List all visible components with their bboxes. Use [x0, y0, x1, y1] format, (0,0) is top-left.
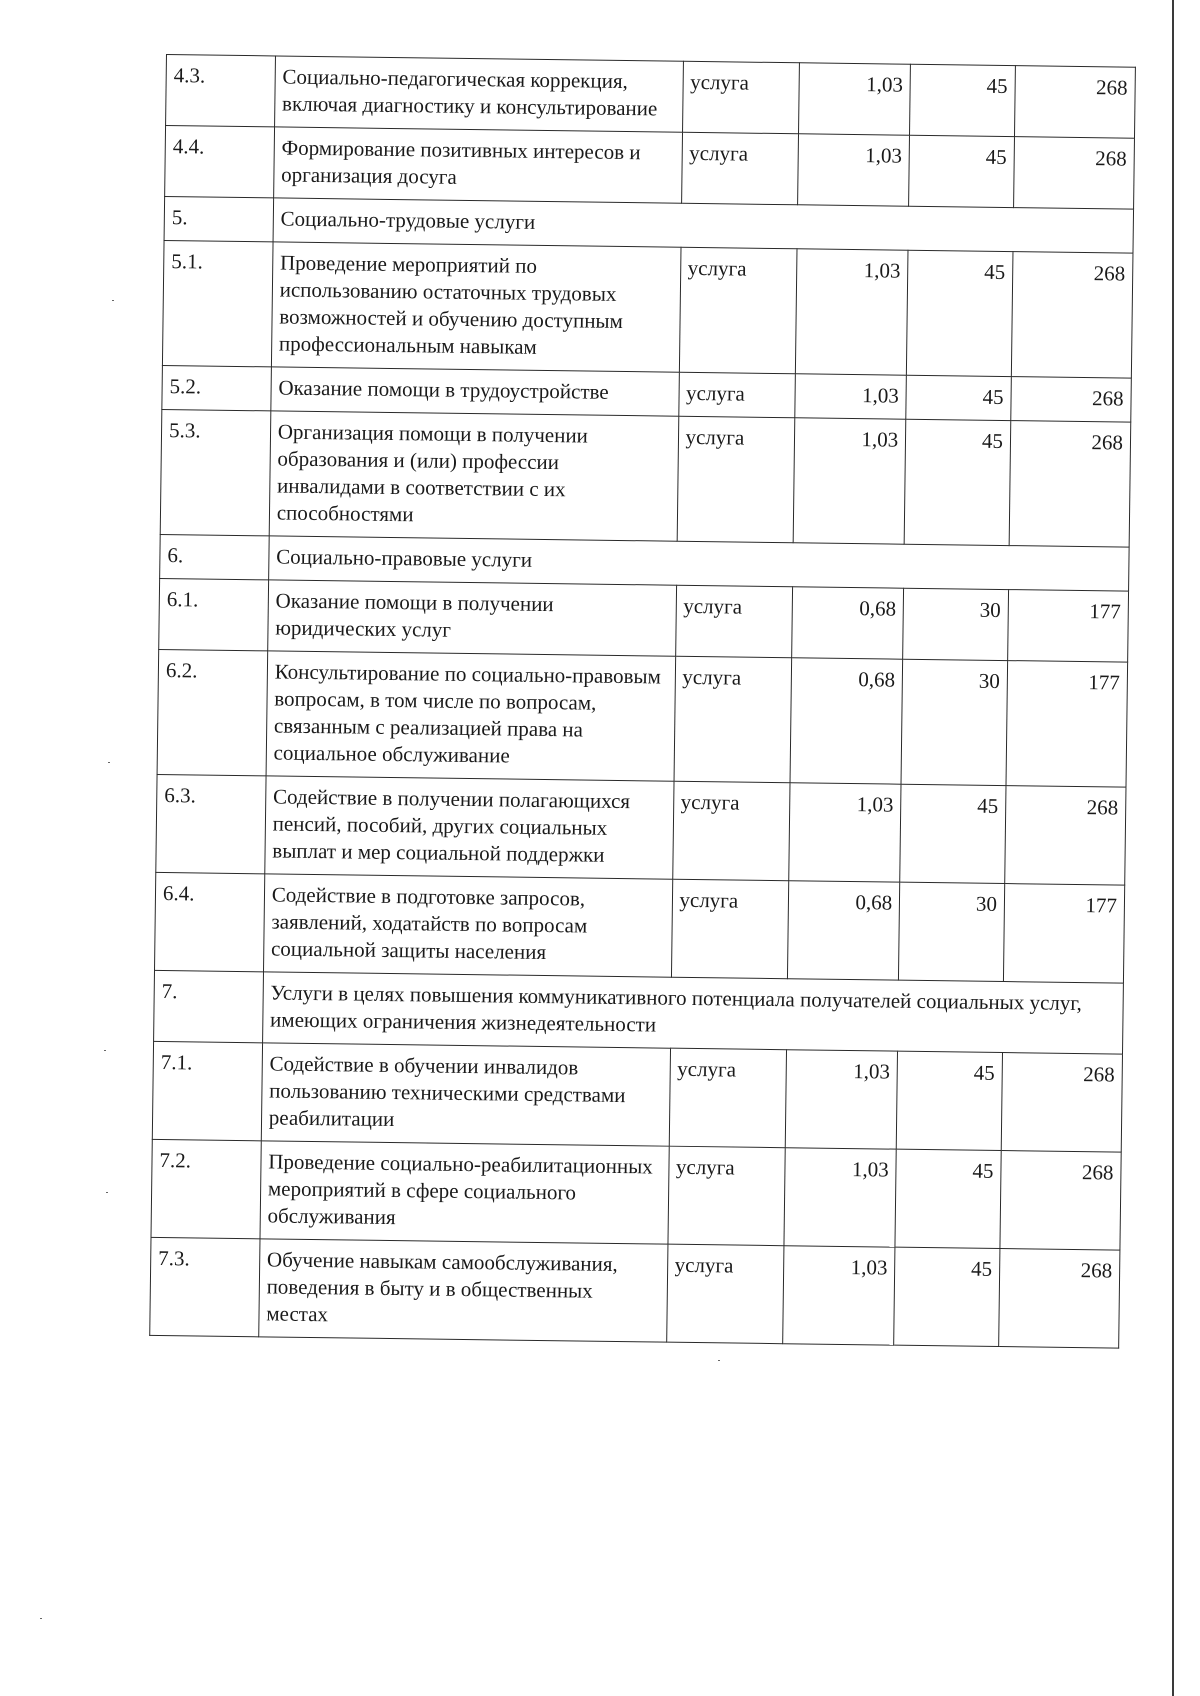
service-unit: услуга	[679, 247, 798, 374]
service-minutes: 45	[900, 784, 1006, 883]
service-price: 268	[1001, 1053, 1122, 1153]
service-number: 5.1.	[162, 240, 272, 366]
service-unit: услуга	[681, 132, 799, 205]
service-minutes: 45	[907, 250, 1013, 376]
service-unit: услуга	[671, 879, 789, 979]
service-number: 7.3.	[150, 1237, 260, 1336]
service-coefficient: 1,03	[789, 783, 901, 882]
service-coefficient: 1,03	[798, 134, 910, 206]
service-unit: услуга	[672, 781, 790, 881]
service-row	[166, 55, 1136, 139]
service-price: 177	[1006, 661, 1128, 788]
service-price: 268	[1000, 1151, 1121, 1251]
service-row	[152, 1041, 1122, 1152]
service-minutes: 45	[894, 1247, 1000, 1346]
service-row	[160, 409, 1131, 547]
service-unit: услуга	[677, 416, 796, 543]
service-minutes: 45	[904, 419, 1010, 545]
scan-speck	[40, 1618, 42, 1619]
service-price: 268	[1011, 377, 1132, 423]
section-number: 6.	[160, 534, 269, 579]
service-number: 5.3.	[160, 409, 270, 535]
services-table-body	[150, 55, 1136, 1349]
service-name: Обучение навыкам самообслуживания, поведения в быту и в общественных местах	[258, 1239, 667, 1342]
service-price: 268	[1014, 66, 1135, 139]
service-unit: услуга	[667, 1146, 785, 1246]
service-minutes: 45	[906, 375, 1011, 420]
service-coefficient: 1,03	[799, 63, 911, 135]
service-minutes: 30	[899, 882, 1005, 981]
service-price: 177	[1003, 884, 1124, 984]
service-unit: услуга	[674, 656, 793, 783]
scan-speck	[112, 300, 114, 301]
section-title: Социально-правовые услуги	[268, 536, 1129, 591]
service-name: Оказание помощи в получении юридических услуг	[267, 580, 676, 656]
service-name: Организация помощи в получении образования и (или) профессии инвалидами в соответствии с их способностями	[269, 411, 678, 541]
service-coefficient: 1,03	[786, 1050, 898, 1149]
service-row	[157, 649, 1128, 787]
service-number: 6.2.	[157, 649, 267, 775]
service-minutes: 45	[910, 64, 1016, 136]
section-number: 5.	[164, 196, 273, 241]
scan-speck	[104, 1050, 106, 1051]
service-row	[165, 126, 1135, 210]
service-unit: услуга	[669, 1048, 787, 1148]
service-number: 4.4.	[165, 126, 275, 198]
service-name: Проведение социально-реабилитационных мероприятий в сфере социального обслуживания	[260, 1141, 669, 1244]
service-name: Социально-педагогическая коррекция, включая диагностику и консультирование	[274, 56, 683, 132]
section-title: Услуги в целях повышения коммуникативного потенциала получателей социальных услуг, имеющих ограничения жизнедеятельности	[262, 972, 1123, 1054]
service-coefficient: 0,68	[788, 881, 900, 980]
service-coefficient: 1,03	[795, 374, 906, 419]
service-number: 7.1.	[152, 1041, 262, 1140]
service-row	[155, 872, 1125, 983]
service-price: 268	[1009, 421, 1131, 548]
service-coefficient: 1,03	[783, 1246, 895, 1345]
service-minutes: 45	[896, 1051, 1002, 1150]
service-number: 4.3.	[166, 55, 276, 127]
service-number: 6.3.	[156, 774, 266, 873]
service-unit: услуга	[666, 1244, 784, 1344]
service-price: 268	[999, 1249, 1120, 1349]
section-number: 7.	[154, 970, 264, 1042]
service-coefficient: 1,03	[784, 1148, 896, 1247]
service-price: 268	[1005, 786, 1126, 886]
service-number: 5.2.	[162, 365, 271, 410]
service-row	[156, 774, 1126, 885]
service-number: 6.1.	[159, 578, 269, 650]
service-minutes: 30	[901, 659, 1007, 785]
scan-speck	[106, 1192, 108, 1193]
service-name: Содействие в получении полагающихся пенсий, пособий, других социальных выплат и мер социальной поддержки	[265, 776, 674, 879]
service-unit: услуга	[682, 61, 800, 134]
service-name: Консультирование по социально-правовым вопросам, в том числе по вопросам, связанным с реализацией права на социальное обслуживание	[266, 651, 675, 781]
service-name: Формирование позитивных интересов и организация досуга	[273, 127, 682, 203]
service-name: Проведение мероприятий по использованию остаточных трудовых возможностей и обучению доступным профессиональным навыкам	[271, 242, 680, 372]
service-row	[162, 240, 1133, 378]
service-name: Оказание помощи в трудоустройстве	[271, 367, 679, 416]
section-row	[154, 970, 1124, 1054]
service-number: 7.2.	[151, 1139, 261, 1238]
service-unit: услуга	[675, 585, 793, 658]
service-number: 6.4.	[155, 872, 265, 971]
service-coefficient: 0,68	[792, 587, 904, 659]
scan-speck	[108, 762, 110, 763]
section-title: Социально-трудовые услуги	[273, 198, 1134, 253]
service-name: Содействие в подготовке запросов, заявлений, ходатайств по вопросам социальной защиты населения	[263, 874, 672, 977]
service-price: 268	[1014, 137, 1135, 210]
service-name: Содействие в обучении инвалидов пользованию техническими средствами реабилитации	[261, 1043, 670, 1146]
service-minutes: 30	[903, 588, 1009, 660]
scan-speck	[718, 1360, 720, 1361]
service-coefficient: 1,03	[794, 418, 906, 544]
service-row	[150, 1237, 1120, 1348]
service-unit: услуга	[678, 372, 795, 418]
service-coefficient: 1,03	[796, 249, 908, 375]
service-coefficient: 0,68	[790, 658, 902, 784]
service-row	[151, 1139, 1121, 1250]
service-price: 177	[1008, 590, 1129, 663]
service-minutes: 45	[895, 1149, 1001, 1248]
service-minutes: 45	[909, 135, 1015, 207]
services-table	[149, 54, 1136, 1349]
service-row	[159, 578, 1129, 662]
service-price: 268	[1011, 252, 1133, 379]
scan-edge-line	[1172, 0, 1174, 1696]
